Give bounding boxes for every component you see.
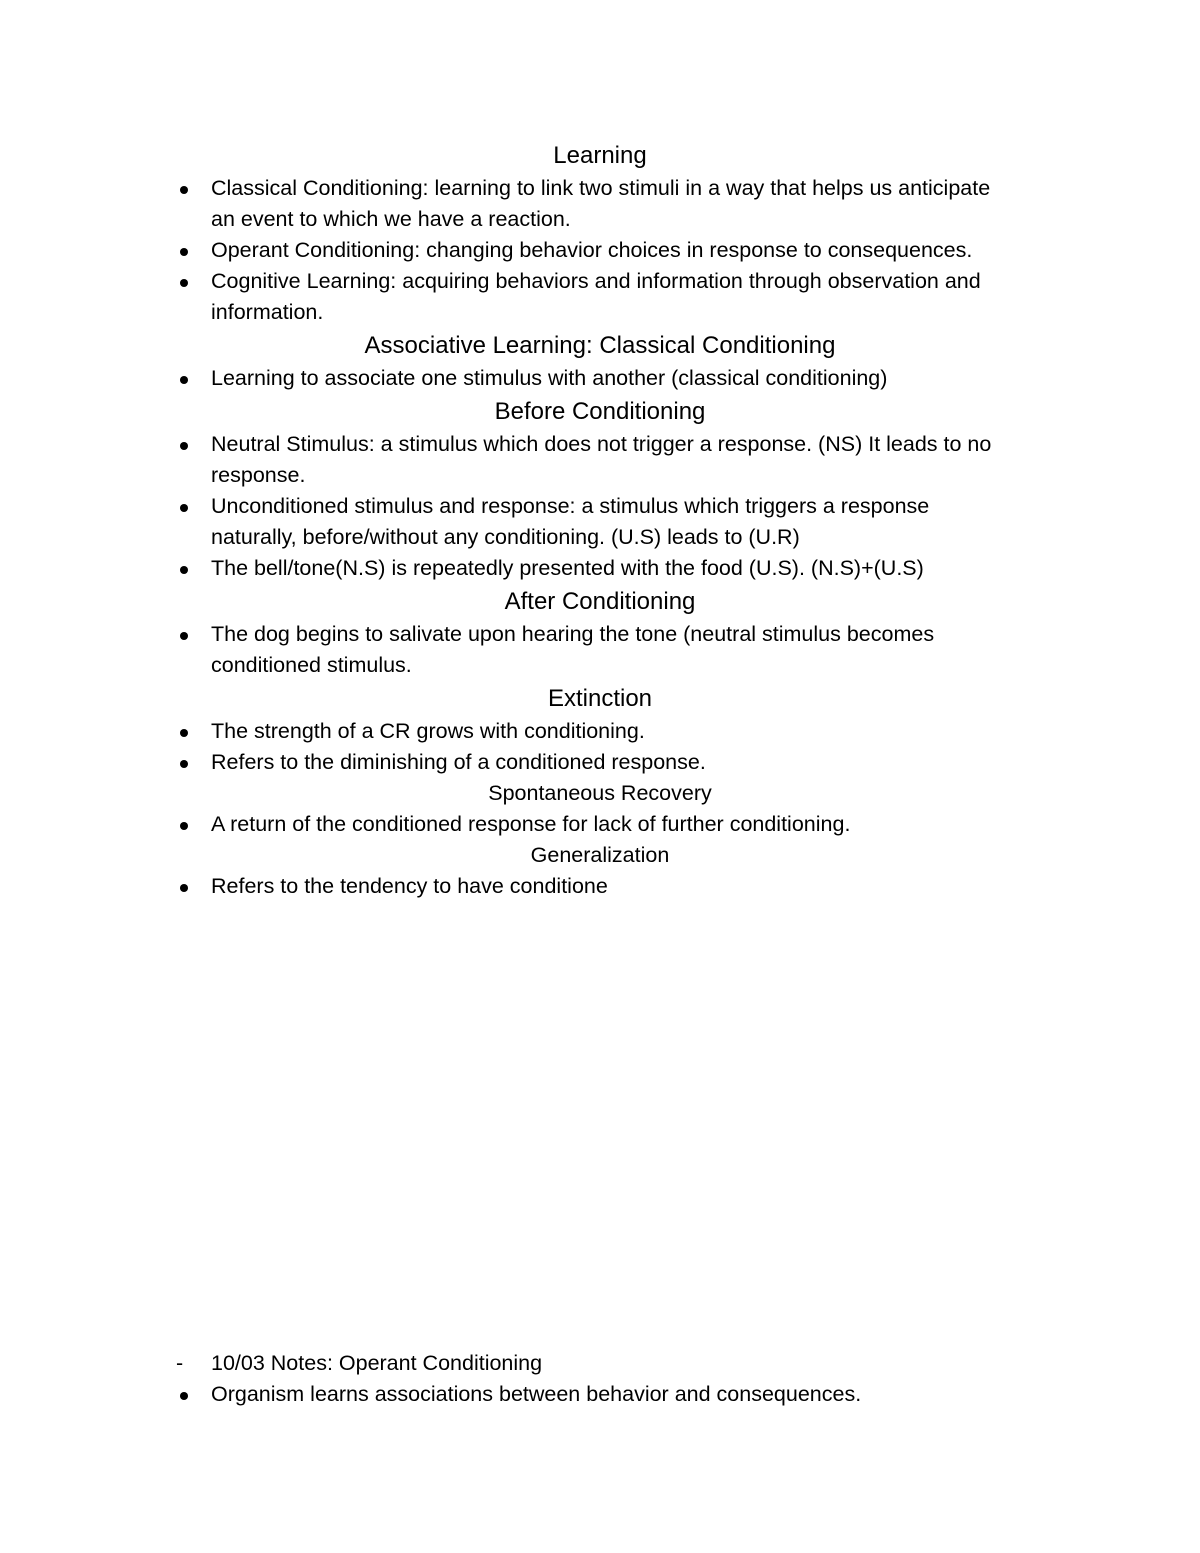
notes-content xyxy=(180,138,1020,902)
list-item xyxy=(180,871,1020,902)
bullet-icon xyxy=(180,1392,188,1400)
bullet-icon xyxy=(180,566,188,574)
list-item-text: Unconditioned stimulus and response: a stimulus which triggers a response naturally, before/without any conditioning. (U.S) leads to (U.R) xyxy=(211,494,930,549)
heading-after-conditioning: After Conditioning xyxy=(504,588,696,615)
bullet-icon xyxy=(180,186,188,194)
extinction-list xyxy=(180,716,1020,778)
heading-extinction: Extinction xyxy=(547,685,653,712)
list-item xyxy=(180,491,1020,553)
list-item xyxy=(180,235,1020,266)
heading-associative-learning: Associative Learning: Classical Conditioning xyxy=(364,332,836,359)
heading-spontaneous-recovery: Spontaneous Recovery xyxy=(488,781,712,805)
list-item xyxy=(180,553,1020,584)
spontaneous-recovery-list xyxy=(180,809,1020,840)
list-item-text: The dog begins to salivate upon hearing the tone (neutral stimulus becomes conditioned stimulus. xyxy=(211,622,935,677)
list-item xyxy=(180,809,1020,840)
bullet-icon xyxy=(180,376,188,384)
generalization-list xyxy=(180,871,1020,902)
list-item xyxy=(180,747,1020,778)
bullet-icon xyxy=(180,884,188,892)
bullet-icon xyxy=(180,279,188,287)
heading-before-conditioning: Before Conditioning xyxy=(494,398,706,425)
list-item-text: Organism learns associations between behavior and consequences. xyxy=(211,1382,862,1406)
list-item xyxy=(180,173,1020,235)
heading-learning: Learning xyxy=(553,142,647,169)
list-item-text: Refers to the diminishing of a conditioned response. xyxy=(211,750,706,774)
heading-generalization: Generalization xyxy=(530,843,670,867)
list-item xyxy=(180,1379,1020,1410)
list-item-text: A return of the conditioned response for lack of further conditioning. xyxy=(211,812,851,836)
list-item-text: Learning to associate one stimulus with another (classical conditioning) xyxy=(211,366,888,390)
list-item-text: 10/03 Notes: Operant Conditioning xyxy=(211,1351,543,1375)
list-item xyxy=(180,429,1020,491)
list-item-text: Neutral Stimulus: a stimulus which does not trigger a response. (NS) It leads to no response. xyxy=(211,432,992,487)
learning-list xyxy=(180,173,1020,328)
list-item xyxy=(176,1348,1020,1379)
bullet-icon xyxy=(180,632,188,640)
list-item-text: Refers to the tendency to have conditione xyxy=(211,874,608,898)
list-item xyxy=(180,716,1020,747)
list-item xyxy=(180,363,1020,394)
list-item-text: The strength of a CR grows with conditioning. xyxy=(211,719,645,743)
later-notes xyxy=(176,1348,1020,1410)
bullet-icon xyxy=(180,760,188,768)
before-conditioning-list xyxy=(180,429,1020,584)
list-item-text: The bell/tone(N.S) is repeatedly presented with the food (U.S). (N.S)+(U.S) xyxy=(211,556,924,580)
list-item-text: Cognitive Learning: acquiring behaviors and information through observation and information. xyxy=(211,269,981,324)
bullet-icon xyxy=(180,822,188,830)
bullet-icon xyxy=(180,729,188,737)
dash-marker-icon: - xyxy=(176,1351,184,1375)
bullet-icon xyxy=(180,504,188,512)
bullet-icon xyxy=(180,248,188,256)
bullet-icon xyxy=(180,442,188,450)
later-notes-list xyxy=(176,1348,1020,1410)
list-item xyxy=(180,266,1020,328)
associative-learning-list xyxy=(180,363,1020,394)
list-item-text: Operant Conditioning: changing behavior choices in response to consequences. xyxy=(211,238,973,262)
list-item-text: Classical Conditioning: learning to link two stimuli in a way that helps us anticipate an event to which we have a reaction. xyxy=(211,176,991,231)
after-conditioning-list xyxy=(180,619,1020,681)
list-item xyxy=(180,619,1020,681)
